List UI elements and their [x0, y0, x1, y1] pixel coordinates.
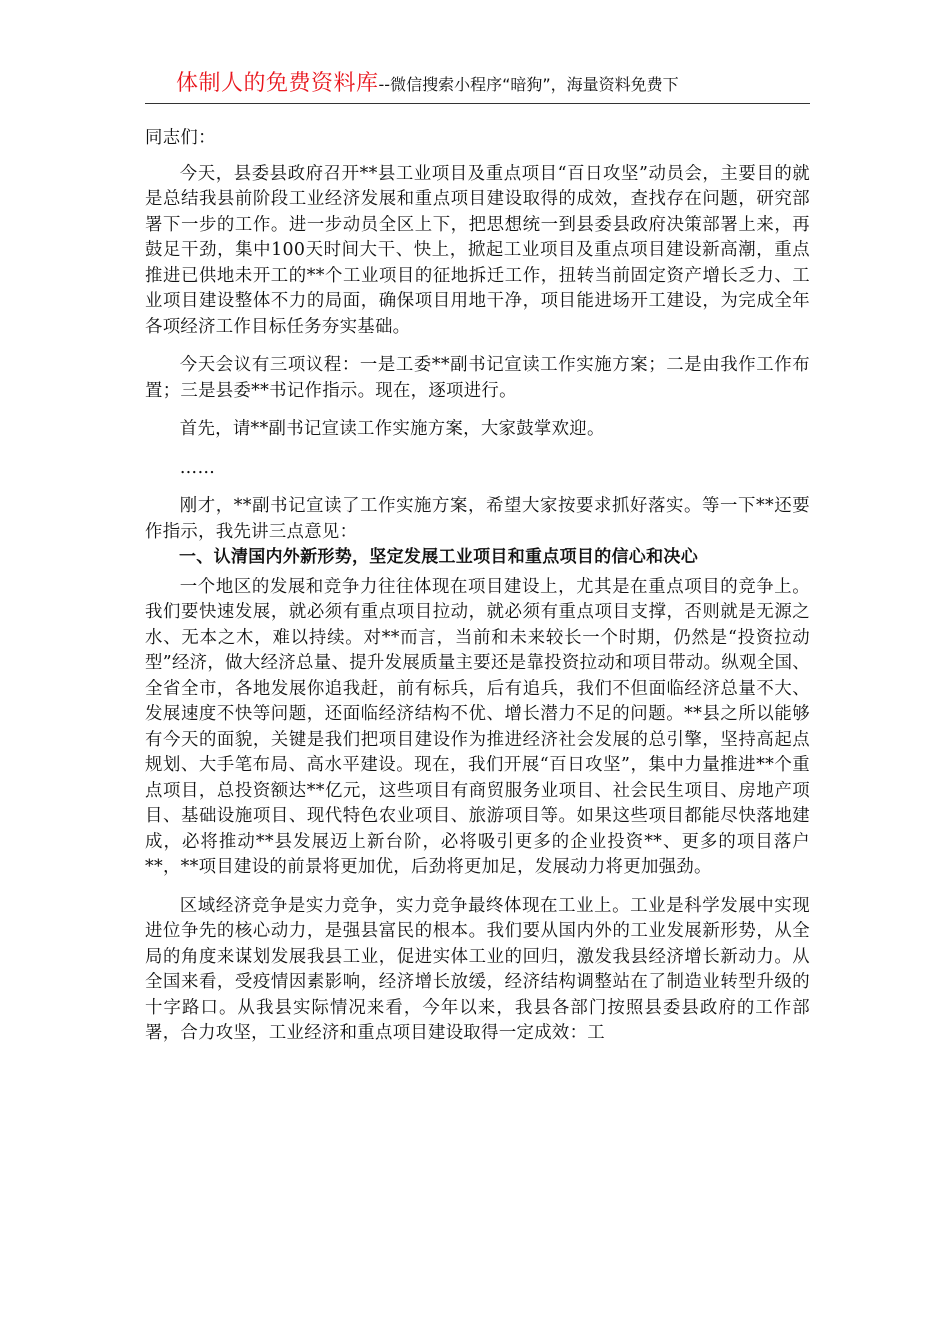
page-header	[145, 66, 810, 104]
paragraph-ellipsis: ……	[179, 457, 216, 478]
paragraph-transition: 刚才，**副书记宣读了工作实施方案，希望大家按要求抓好落实。等一下**还要作指示，我先讲三点意见：	[145, 496, 810, 542]
section-heading: 一、认清国内外新形势，坚定发展工业项目和重点项目的信心和决心	[179, 547, 698, 567]
paragraph-agenda: 今天会议有三项议程：一是工委**副书记宣读工作实施方案；二是由我作工作布置；三是县委**书记作指示。现在，逐项进行。	[145, 355, 810, 401]
paragraph-opening: 今天，县委县政府召开**县工业项目及重点项目“百日攻坚”动员会，主要目的就是总结我县前阶段工业经济发展和重点项目建设取得的成效，查找存在问题，研究部署下一步的工作。进一步动员全区上下，把思想统一到县委县政府决策部署上来，再鼓足干劲，集中100天时间大干、快上，掀起工业项目及重点项目建设新高潮，重点推进已供地未开工的**个工业项目的征地拆迁工作，扭转当前固定资产增长乏力、工业项目建设整体不力的局面，确保项目用地干净，项目能进场开工建设，为完成全年各项经济工作目标任务夯实基础。	[145, 163, 810, 337]
header-brand: 体制人的免费资料库	[176, 71, 379, 96]
salutation: 同志们：	[145, 128, 216, 148]
document-page	[145, 0, 810, 1047]
section-paragraph: 区域经济竞争是实力竞争，实力竞争最终体现在工业上。工业是科学发展中实现进位争先的核心动力，是强县富民的根本。我们要从国内外的工业发展新形势，从全局的角度来谋划发展我县工业，促进实体工业的回归，激发我县经济增长新动力。从全国来看，受疫情因素影响，经济增长放缓，经济结构调整站在了制造业转型升级的十字路口。从我县实际情况来看，今年以来，我县各部门按照县委县政府的工作部署，合力攻坚，工业经济和重点项目建设取得一定成效：工	[145, 895, 810, 1043]
paragraph-invite: 首先，请**副书记宣读工作实施方案，大家鼓掌欢迎。	[179, 419, 605, 439]
document-body	[145, 126, 810, 1047]
header-slogan: --微信搜索小程序“暗狗”，海量资料免费下	[378, 75, 679, 94]
section-paragraph: 一个地区的发展和竞争力往往体现在项目建设上，尤其是在重点项目的竞争上。我们要快速发展，就必须有重点项目拉动，就必须有重点项目支撑，否则就是无源之水、无本之木，难以持续。对**而言，当前和未来较长一个时期，仍然是“投资拉动型”经济，做大经济总量、提升发展质量主要还是靠投资拉动和项目带动。纵观全国、全省全市，各地发展你追我赶，前有标兵，后有追兵，我们不但面临经济总量不大、发展速度不快等问题，还面临经济结构不优、增长潜力不足的问题。**县之所以能够有今天的面貌，关键是我们把项目建设作为推进经济社会发展的总引擎，坚持高起点规划、大手笔布局、高水平建设。现在，我们开展“百日攻坚”，集中力量推进**个重点项目，总投资额达**亿元，这些项目有商贸服务业项目、社会民生项目、房地产项目、基础设施项目、现代特色农业项目、旅游项目等。如果这些项目都能尽快落地建成，必将推动**县发展迈上新台阶，必将吸引更多的企业投资**、更多的项目落户**，**项目建设的前景将更加优，后劲将更加足，发展动力将更加强劲。	[145, 576, 810, 877]
